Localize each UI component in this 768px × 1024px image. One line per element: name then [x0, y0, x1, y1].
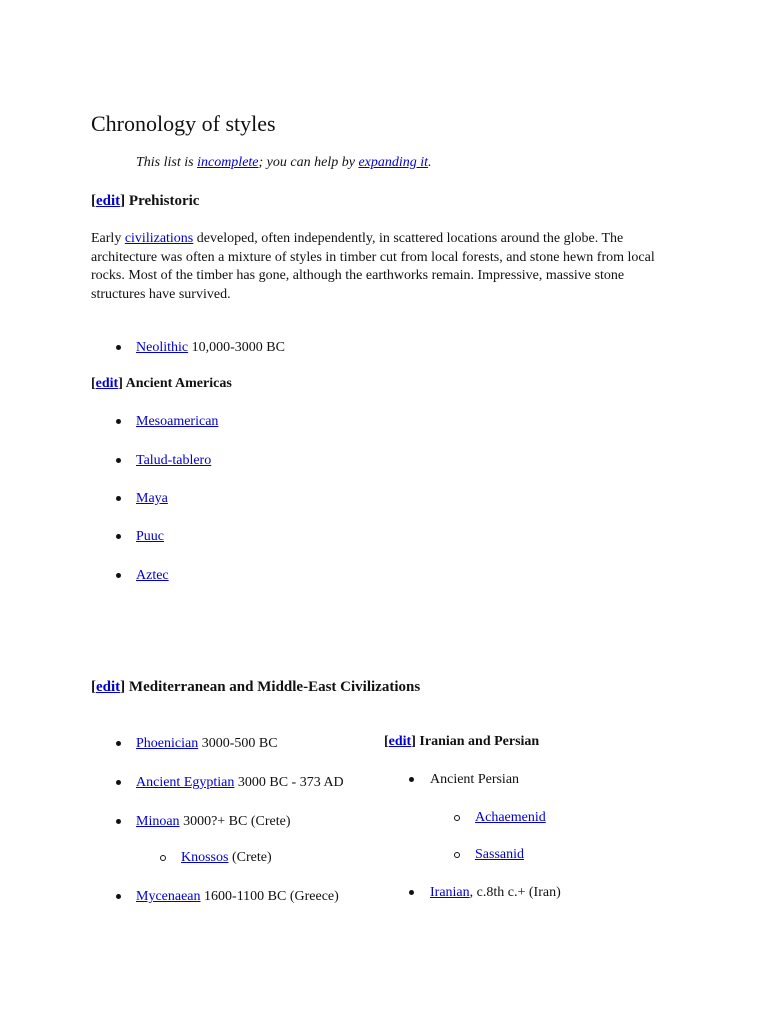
- list-item: [136, 528, 164, 546]
- list-item: [136, 413, 218, 431]
- mesoamerican-link[interactable]: Mesoamerican: [136, 414, 219, 429]
- mycenaean-link[interactable]: Mycenaean: [136, 889, 201, 904]
- bullet-icon: [116, 345, 121, 350]
- edit-link[interactable]: edit: [95, 376, 119, 391]
- section-heading-iranian-persian: [edit] Iranian and Persian: [384, 734, 540, 749]
- bullet-icon: [116, 780, 121, 785]
- section-title: Mediterranean and Middle-East Civilizations: [128, 679, 421, 695]
- bullet-icon: [116, 458, 121, 463]
- list-item: [136, 339, 285, 357]
- circle-bullet-icon: [454, 815, 460, 821]
- list-item: [136, 774, 344, 792]
- puuc-link[interactable]: Puuc: [136, 529, 164, 544]
- page-title: Chronology of styles: [91, 111, 276, 136]
- notice-text: ; you can help by: [258, 155, 359, 170]
- bullet-icon: [409, 890, 414, 895]
- bullet-icon: [116, 496, 121, 501]
- paragraph-text: developed, often independently, in scattered locations around the globe. The architecture was often a mixture of styles in timber cut from local forests, and stone hewn from local rocks. Most of the timber has gone, although the earthworks remain. Impressive, massive stone structures have survived.: [91, 231, 655, 302]
- iranian-link[interactable]: Iranian: [430, 885, 470, 900]
- edit-link[interactable]: edit: [96, 679, 121, 695]
- circle-bullet-icon: [160, 855, 166, 861]
- aztec-link[interactable]: Aztec: [136, 568, 169, 583]
- edit-link[interactable]: edit: [96, 193, 121, 209]
- item-text: 10,000-3000 BC: [188, 340, 285, 355]
- bullet-icon: [116, 534, 121, 539]
- talud-tablero-link[interactable]: Talud-tablero: [136, 453, 212, 468]
- item-text: 1600-1100 BC (Greece): [200, 889, 339, 904]
- item-text: (Crete): [228, 850, 272, 865]
- list-item: [475, 846, 524, 864]
- bullet-icon: [116, 741, 121, 746]
- circle-bullet-icon: [454, 852, 460, 858]
- list-item: [430, 884, 561, 902]
- list-item: [136, 813, 291, 831]
- bullet-icon: [116, 894, 121, 899]
- edit-link[interactable]: edit: [388, 734, 412, 749]
- minoan-link[interactable]: Minoan: [136, 814, 180, 829]
- list-item: [136, 735, 278, 753]
- section-title: Iranian and Persian: [419, 734, 540, 749]
- maya-link[interactable]: Maya: [136, 491, 168, 506]
- section-title: Prehistoric: [128, 193, 200, 209]
- list-item: [430, 771, 519, 789]
- item-text: 3000 BC - 373 AD: [234, 775, 344, 790]
- bullet-icon: [409, 777, 414, 782]
- incomplete-link[interactable]: incomplete: [197, 155, 259, 170]
- list-item: [136, 567, 169, 585]
- paragraph-text: Early: [91, 231, 125, 246]
- phoenician-link[interactable]: Phoenician: [136, 736, 199, 751]
- notice-text: .: [428, 155, 432, 170]
- civilizations-link[interactable]: civilizations: [124, 231, 194, 246]
- prehistoric-paragraph: [91, 230, 671, 304]
- expanding-it-link[interactable]: expanding it: [358, 155, 429, 170]
- item-text: , c.8th c.+ (Iran): [469, 885, 561, 900]
- list-item: [136, 888, 339, 906]
- bullet-icon: [116, 819, 121, 824]
- notice-text: This list is: [136, 155, 198, 170]
- list-item: [181, 849, 272, 867]
- incomplete-list-notice: [136, 155, 432, 171]
- item-text: 3000-500 BC: [198, 736, 278, 751]
- neolithic-link[interactable]: Neolithic: [136, 340, 189, 355]
- sassanid-link[interactable]: Sassanid: [475, 847, 524, 862]
- achaemenid-link[interactable]: Achaemenid: [475, 810, 546, 825]
- list-item: [475, 809, 546, 827]
- list-item: [136, 452, 211, 470]
- list-item: [136, 490, 168, 508]
- ancient-egyptian-link[interactable]: Ancient Egyptian: [136, 775, 235, 790]
- section-title: Ancient Americas: [125, 376, 232, 391]
- item-text: Ancient Persian: [430, 772, 520, 787]
- bullet-icon: [116, 573, 121, 578]
- knossos-link[interactable]: Knossos: [181, 850, 229, 865]
- item-text: 3000?+ BC (Crete): [179, 814, 291, 829]
- section-heading-prehistoric: [edit] Prehistoric: [91, 193, 200, 209]
- section-heading-mediterranean: [edit] Mediterranean and Middle-East Civilizations: [91, 679, 421, 695]
- section-heading-ancient-americas: [edit] Ancient Americas: [91, 376, 232, 391]
- bullet-icon: [116, 419, 121, 424]
